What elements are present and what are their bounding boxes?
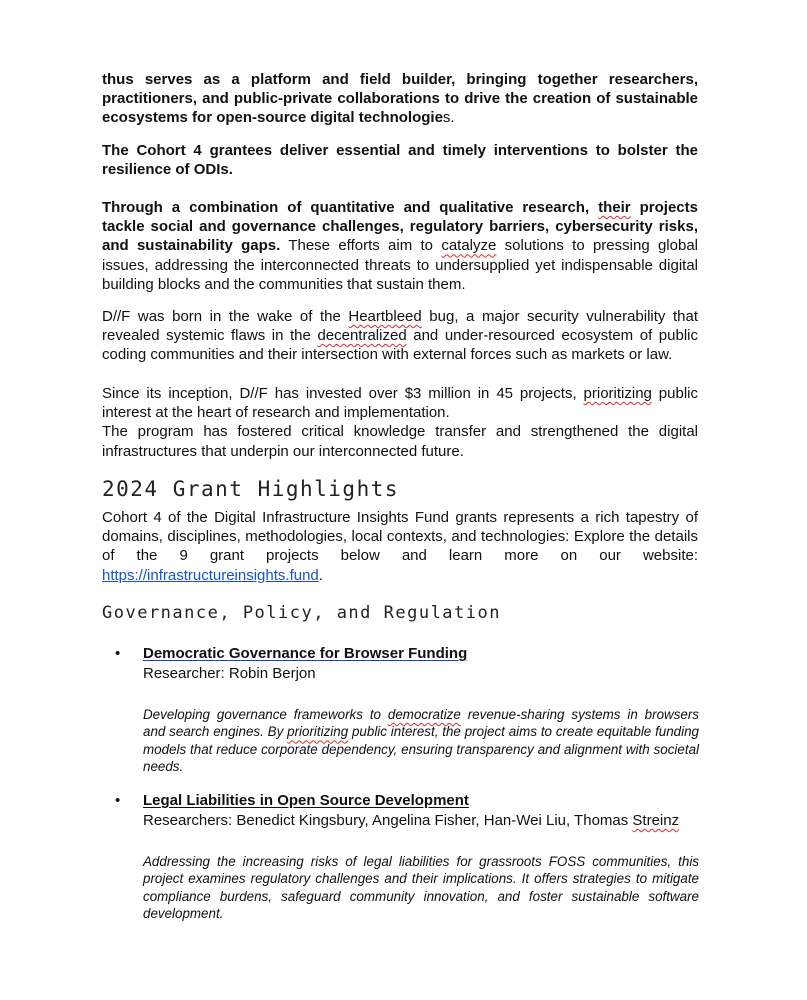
grant-title-legal-liabilities[interactable]: Legal Liabilities in Open Source Development	[143, 792, 469, 809]
bullet-2: •	[115, 792, 121, 809]
grant-item-2	[143, 791, 699, 923]
intro-p3-bold-b: projects tackle social and governance challenges, regulatory barriers, cybersecurity risks, and sustainability gaps.	[102, 199, 698, 255]
grant-title-democratic-governance[interactable]: Democratic Governance for Browser Funding	[143, 645, 468, 662]
highlights-body: Cohort 4 of the Digital Infrastructure Insights Fund grants represents a rich tapestry of domains, disciplines, methodologies, local contexts, and technologies: Explore the details of the 9 grant projects below and learn more on our website:	[102, 509, 698, 565]
intro-paragraph-3	[102, 198, 698, 294]
intro-p5-a: Since its inception, D//F has invested over $3 million in 45 projects,	[102, 385, 584, 402]
spelling-flag-streinz: Streinz	[632, 812, 680, 829]
grant-researchers-2-a: Researchers: Benedict Kingsbury, Angelina Fisher, Han-Wei Liu, Thomas	[143, 812, 633, 829]
intro-paragraph-1	[102, 70, 698, 128]
intro-p1-bold: thus serves as a platform and field builder, bringing together researchers, practitioners, and public-private collaborations to drive the creation of sustainable ecosystems for open-source digital technologie	[102, 71, 698, 127]
intro-paragraph-2	[102, 141, 698, 179]
grant-desc-1-a: Developing governance frameworks to	[143, 707, 388, 722]
intro-paragraph-5	[102, 384, 698, 461]
highlights-link-after: .	[318, 566, 323, 584]
website-link[interactable]: https://infrastructureinsights.fund	[102, 566, 319, 584]
bullet-1: •	[115, 645, 121, 662]
intro-p1-tail: s.	[442, 109, 455, 127]
intro-p4-b: bug, a major security vulnerability that revealed systemic flaws in the	[102, 308, 699, 345]
grant-researchers-1: Researcher: Robin Berjon	[143, 665, 316, 682]
intro-paragraph-4	[102, 307, 698, 365]
spelling-flag-catalyze: catalyze	[441, 237, 497, 255]
spelling-flag-their: their	[598, 199, 631, 216]
intro-p3-a: These efforts aim to	[280, 237, 442, 255]
grant-desc-1-b: revenue-sharing systems in browsers and search engines. By	[143, 707, 699, 740]
intro-p3-bold-a: Through a combination of quantitative and qualitative research,	[102, 199, 599, 216]
intro-p4-a: D//F was born in the wake of the	[102, 308, 349, 325]
spelling-flag-decentralized: decentralized	[317, 327, 407, 345]
grant-description-2: Addressing the increasing risks of legal liabilities for grassroots FOSS communities, this project examines regulatory challenges and their implications. It offers strategies to mitigate compliance burdens, safeguard community innovation, and foster sustainable software development.	[143, 854, 699, 922]
grant-item-1	[143, 644, 699, 776]
spelling-flag-prioritizing-2: prioritizing	[287, 724, 349, 740]
intro-p4-c: and under-resourced ecosystem of public coding communities and their intersection with external forces such as markets or law.	[102, 327, 698, 364]
spelling-flag-democratize: democratize	[387, 707, 461, 722]
spelling-flag-prioritizing: prioritizing	[583, 385, 652, 402]
grant-description-1	[143, 706, 699, 776]
governance-section-heading: Governance, Policy, and Regulation	[102, 603, 501, 623]
highlights-paragraph	[102, 508, 698, 585]
grant-researchers-2	[143, 811, 699, 831]
spelling-flag-heartbleed: Heartbleed	[348, 308, 422, 325]
intro-paragraph-6: The program has fostered critical knowledge transfer and strengthened the digital infrastructures that underpin our interconnected future.	[102, 423, 698, 460]
grant-desc-1-c: public interest, the project aims to create equitable funding models that reduce corporate dependency, ensuring transparency and alignment with societal needs.	[143, 724, 700, 775]
grant-highlights-heading: 2024 Grant Highlights	[102, 477, 400, 501]
intro-p2-bold: The Cohort 4 grantees deliver essential and timely interventions to bolster the resilience of ODIs.	[102, 142, 698, 179]
intro-p5-b: public interest at the heart of research and implementation.	[102, 385, 698, 422]
intro-p3-b: solutions to pressing global issues, addressing the interconnected threats to undersupplied yet indispensable digital building blocks and the communities that sustain them.	[102, 237, 698, 293]
